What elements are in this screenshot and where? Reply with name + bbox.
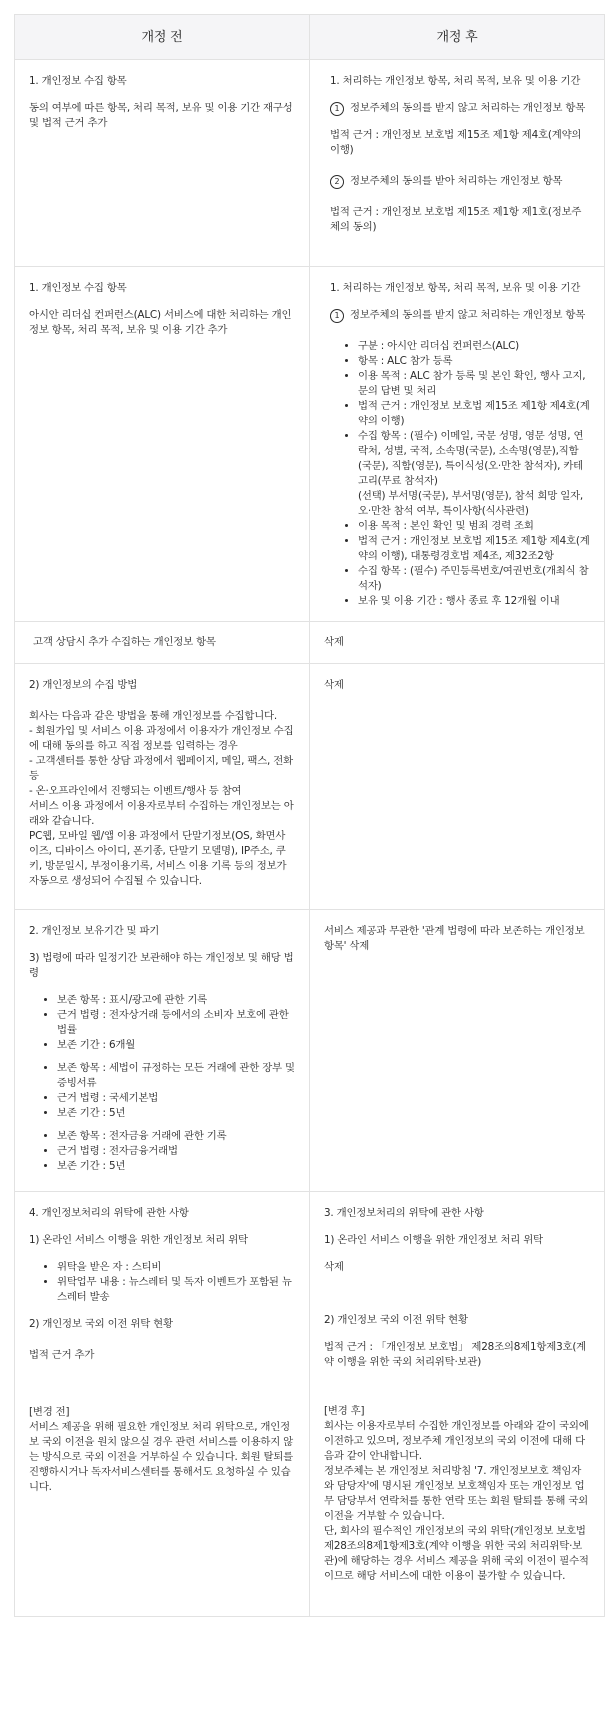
section-title: 2. 개인정보 보유기간 및 파기 [29,925,160,937]
circled-number: 1 [330,102,344,116]
cell-after [310,664,605,910]
list-item: • 보존 항목 : 전자금융 거래에 관한 기록 [57,1129,295,1144]
outsourcing-list [29,1260,295,1305]
retention-list [29,1129,295,1174]
list-item: • 수집 항목 : (필수) 주민등록번호/여권번호(개최식 참석자) [358,564,590,594]
table-row [15,664,605,910]
list-item: • 보존 항목 : 세법이 규정하는 모든 거래에 관한 장부 및 증빙서류 [57,1061,295,1091]
item-text: 정보주체의 동의를 받아 처리하는 개인정보 항목 [350,175,563,187]
table-row [15,910,605,1192]
list-item-text: 수집 항목 : (필수) 이메일, 국문 성명, 영문 성명, 연락처, 성별, 국적, 소속명(국문), 소속명(영문),직함(국문), 직함(영문), 특이식성(오·만찬 참석자), 카테고리(무료 참석자) [358,430,584,487]
section-title: 2) 개인정보의 수집 방법 [29,679,138,691]
legal-basis: 법적 근거 : 「개인정보 보호법」 제28조의8제1항제3호(계약 이행을 위한 국외 처리위탁·보관) [324,1341,587,1368]
header-after: 개정 후 [310,15,605,60]
cell-after [310,267,605,622]
cell-before [15,622,310,664]
detail-list [330,339,590,609]
list-item: • 위탁업무 내용 : 뉴스레터 및 독자 이벤트가 포함된 뉴스레터 발송 [57,1275,295,1305]
section-title: 1. 개인정보 수집 항목 [29,75,127,87]
cell-before [15,1192,310,1617]
table-row [15,267,605,622]
section-title: 3. 개인정보처리의 위탁에 관한 사항 [324,1207,484,1219]
list-item: • 근거 법령 : 국세기본법 [57,1091,295,1106]
circled-item [330,174,590,189]
section-subtitle: 3) 법령에 따라 일정기간 보관해야 하는 개인정보 및 해당 법령 [29,952,294,979]
deleted-note: 삭제 [324,679,344,691]
change-text: 서비스 제공을 위해 필요한 개인정보 처리 위탁으로, 개인정보 국외 이전을 원치 않으실 경우 관련 서비스를 이용하지 않는 방식으로 국외 이전을 거부하실 수 있습니다. 회원 탈퇴를 진행하시거나 독자서비스센터를 통해서도 요청하실 수 있습니다. [29,1421,294,1493]
change-label: [변경 전] [29,1406,70,1418]
list-item: • 보존 기간 : 5년 [57,1159,295,1174]
section-subtitle: 2) 개인정보 국외 이전 위탁 현황 [29,1318,173,1330]
cell-before [15,910,310,1192]
cell-before [15,267,310,622]
list-item: • 법적 근거 : 개인정보 보호법 제15조 제1항 제4호(계약의 이행) [358,399,590,429]
change-text: 단, 회사의 필수적인 개인정보의 국외 위탁(개인정보 보호법 제28조의8제1항제3호(계약 이행을 위한 국외 처리위탁·보관)에 해당하는 경우 서비스 제공을 위해 국외 이전이 필수적이므로 해당 서비스에 대한 이용이 불가할 수 있습니다. [324,1525,589,1582]
cell-after [310,622,605,664]
section-subtitle: 1) 온라인 서비스 이행을 위한 개인정보 처리 위탁 [324,1234,543,1246]
section-title: 고객 상담시 추가 수집하는 개인정보 항목 [33,636,216,648]
list-item: • 항목 : ALC 참가 등록 [358,354,590,369]
text-line: - 고객센터를 통한 상담 과정에서 웹페이지, 메일, 팩스, 전화 등 [29,755,293,782]
item-text: 정보주체의 동의를 받지 않고 처리하는 개인정보 항목 [350,102,586,114]
legal-basis: 법적 근거 : 개인정보 보호법 제15조 제1항 제1호(정보주체의 동의) [330,206,582,233]
section-title: 1. 개인정보 수집 항목 [29,282,127,294]
list-item-extra: (선택) 부서명(국문), 부서명(영문), 참석 희망 일자, 오·만찬 참석 여부, 특이사항(식사관련) [358,490,584,517]
revision-comparison-table [14,14,605,1617]
list-item: • 근거 법령 : 전자금융거래법 [57,1144,295,1159]
legal-basis: 법적 근거 : 개인정보 보호법 제15조 제1항 제4호(계약의 이행) [330,129,582,156]
comparison-page [14,14,604,1617]
text-line: - 회원가입 및 서비스 이용 과정에서 이용자가 개인정보 수집에 대해 동의를 하고 직접 정보를 입력하는 경우 [29,725,294,752]
text-line: PC웹, 모바일 웹/앱 이용 과정에서 단말기정보(OS, 화면사이즈, 디바이스 아이디, 폰기종, 단말기 모델명), IP주소, 쿠키, 방문일시, 부정이용기록, 서비스 이용 기록 등의 정보가 자동으로 생성되어 수집될 수 있습니다. [29,830,287,887]
item-text: 정보주체의 동의를 받지 않고 처리하는 개인정보 항목 [350,309,586,321]
text-line: 서비스 이용 과정에서 이용자로부터 수집하는 개인정보는 아래와 같습니다. [29,800,294,827]
change-text: 정보주체는 본 개인정보 처리방침 '7. 개인정보보호 책임자와 담당자'에 명시된 개인정보 보호책임자 또는 개인정보 업무 담당부서 연락처를 통한 연락 또는 회원 탈퇴를 통해 국외 이전을 거부할 수 있습니다. [324,1465,589,1522]
table-row [15,60,605,267]
change-text: 회사는 이용자로부터 수집한 개인정보를 아래와 같이 국외에 이전하고 있으며, 정보주체 개인정보의 국외 이전에 대해 다음과 같이 안내합니다. [324,1420,589,1462]
cell-after [310,1192,605,1617]
cell-after [310,910,605,1192]
cell-before [15,664,310,910]
circled-number: 2 [330,175,344,189]
section-subtitle: 2) 개인정보 국외 이전 위탁 현황 [324,1314,468,1326]
circled-item [330,101,590,116]
basis-note: 법적 근거 추가 [29,1349,95,1361]
table-header-row [15,15,605,60]
cell-after [310,60,605,267]
deletion-note: 서비스 제공과 무관한 '관계 법령에 따라 보존하는 개인정보 항목' 삭제 [324,925,585,952]
circled-item [330,308,590,323]
text-line: - 온·오프라인에서 진행되는 이벤트/행사 등 참여 [29,785,242,797]
list-item: • 이용 목적 : ALC 참가 등록 및 본인 확인, 행사 고지, 문의 답변 및 처리 [358,369,590,399]
section-desc: 아시안 리더십 컨퍼런스(ALC) 서비스에 대한 처리하는 개인정보 항목, 처리 목적, 보유 및 이용 기간 추가 [29,309,292,336]
deleted-note: 삭제 [324,636,344,648]
table-row [15,1192,605,1617]
section-title: 1. 처리하는 개인정보 항목, 처리 목적, 보유 및 이용 기간 [330,75,581,87]
circled-number: 1 [330,309,344,323]
list-item [358,429,590,519]
list-item: • 보존 기간 : 6개월 [57,1038,295,1053]
section-desc: 동의 여부에 따른 항목, 처리 목적, 보유 및 이용 기간 재구성 및 법적 근거 추가 [29,102,293,129]
header-before: 개정 전 [15,15,310,60]
list-item: • 보존 항목 : 표시/광고에 관한 기록 [57,993,295,1008]
cell-before [15,60,310,267]
list-item: • 근거 법령 : 전자상거래 등에서의 소비자 보호에 관한 법률 [57,1008,295,1038]
change-label: [변경 후] [324,1405,365,1417]
list-item: • 보유 및 이용 기간 : 행사 종료 후 12개월 이내 [358,594,590,609]
list-item: • 이용 목적 : 본인 확인 및 범죄 경력 조회 [358,519,590,534]
section-title: 4. 개인정보처리의 위탁에 관한 사항 [29,1207,189,1219]
retention-list [29,1061,295,1121]
text-line: 회사는 다음과 같은 방법을 통해 개인정보를 수집합니다. [29,710,277,722]
section-title: 1. 처리하는 개인정보 항목, 처리 목적, 보유 및 이용 기간 [330,282,581,294]
deleted-note: 삭제 [324,1261,344,1273]
section-subtitle: 1) 온라인 서비스 이행을 위한 개인정보 처리 위탁 [29,1234,248,1246]
retention-list [29,993,295,1053]
table-row [15,622,605,664]
list-item: • 보존 기간 : 5년 [57,1106,295,1121]
list-item: • 구분 : 아시안 리더십 컨퍼런스(ALC) [358,339,590,354]
list-item: • 법적 근거 : 개인정보 보호법 제15조 제1항 제4호(계약의 이행), 대통령경호법 제4조, 제32조2항 [358,534,590,564]
list-item: • 위탁을 받은 자 : 스티비 [57,1260,295,1275]
